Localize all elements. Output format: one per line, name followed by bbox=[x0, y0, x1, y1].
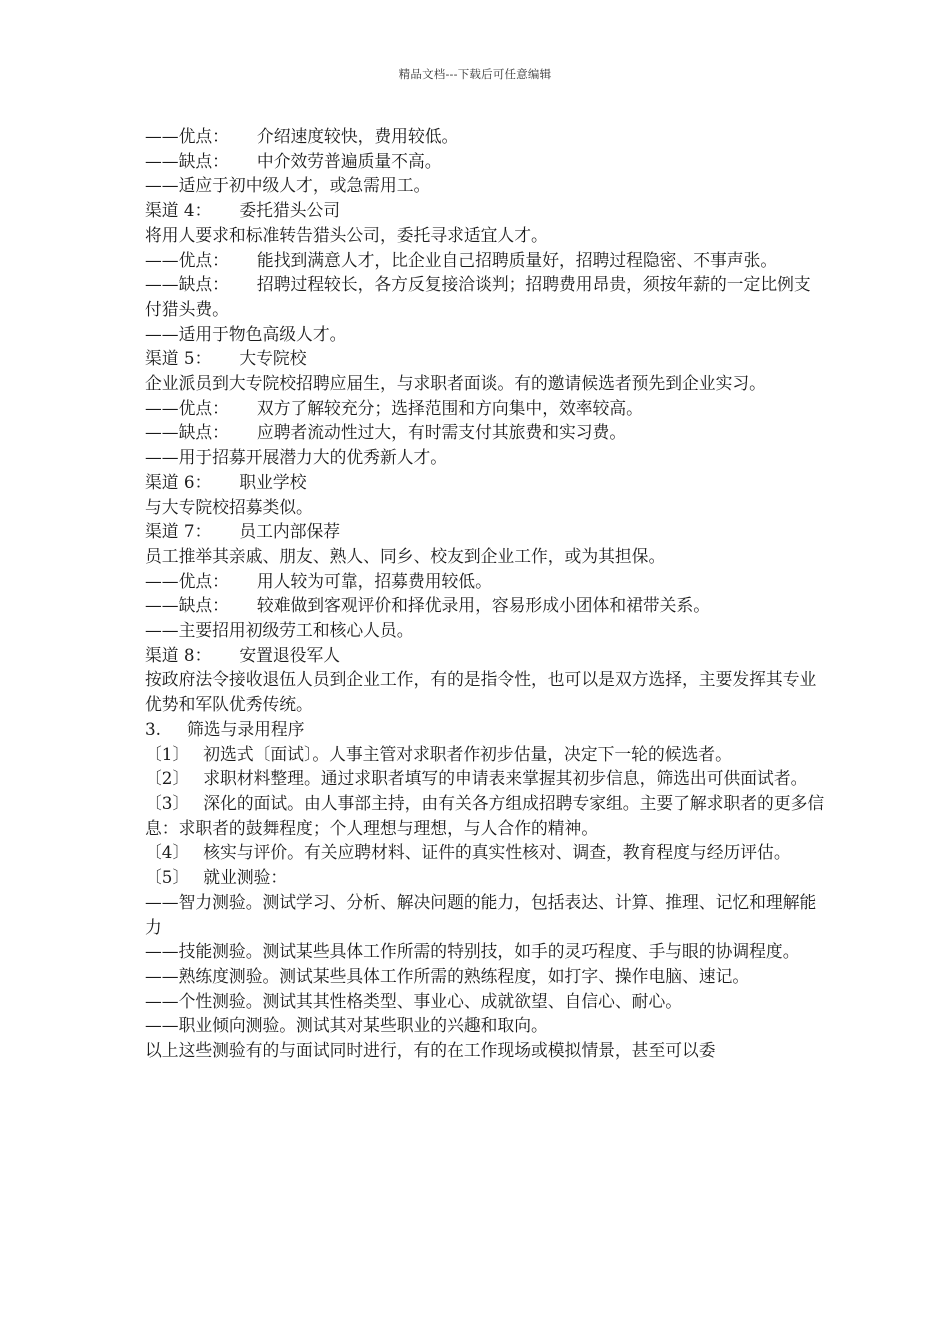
paragraph bbox=[145, 248, 825, 273]
paragraph bbox=[145, 445, 825, 470]
line-lead: 渠道 7： bbox=[145, 521, 212, 542]
line-text: 职业学校 bbox=[239, 471, 307, 492]
line-lead: ——缺点： bbox=[145, 595, 229, 616]
line-lead: ——缺点： bbox=[145, 422, 229, 443]
paragraph bbox=[145, 396, 825, 421]
line-text: ——熟练度测验。测试某些具体工作所需的熟练程度，如打字、操作电脑、速记。 bbox=[145, 965, 750, 986]
line-text: 初选式〔面试〕。人事主管对求职者作初步估量，决定下一轮的候选者。 bbox=[203, 743, 732, 764]
line-text: 大专院校 bbox=[239, 348, 307, 369]
line-text: 以上这些测验有的与面试同时进行，有的在工作现场或模拟情景，甚至可以委 bbox=[145, 1040, 716, 1061]
list-item bbox=[145, 865, 825, 890]
paragraph bbox=[145, 223, 825, 248]
line-lead: ——优点： bbox=[145, 126, 229, 146]
line-text: 双方了解较充分；选择范围和方向集中，效率较高。 bbox=[256, 397, 643, 418]
paragraph bbox=[145, 420, 825, 445]
line-lead: 3. bbox=[145, 718, 162, 739]
line-text: 能找到满意人才，比企业自己招聘质量好，招聘过程隐密、不事声张。 bbox=[256, 249, 778, 270]
line-text: 筛选与录用程序 bbox=[187, 718, 305, 739]
line-text: ——主要招用初级劳工和核心人员。 bbox=[145, 620, 414, 641]
paragraph bbox=[145, 544, 825, 569]
paragraph bbox=[145, 371, 825, 396]
line-lead: 渠道 4： bbox=[145, 200, 212, 221]
section-heading bbox=[145, 470, 825, 495]
line-lead: ——优点： bbox=[145, 570, 229, 591]
line-text: 较难做到客观评价和择优录用，容易形成小团体和裙带关系。 bbox=[256, 595, 711, 616]
line-text: ——个性测验。测试其其性格类型、事业心、成就欲望、自信心、耐心。 bbox=[145, 990, 683, 1011]
line-text: 员工内部保荐 bbox=[239, 521, 341, 542]
paragraph bbox=[145, 890, 825, 939]
line-text: 招聘过程较长，各方反复接洽谈判；招聘费用昂贵，须按年薪的一定比例支付猎头费。 bbox=[145, 274, 811, 319]
paragraph bbox=[145, 667, 825, 716]
paragraph bbox=[145, 964, 825, 989]
line-text: ——适用于物色高级人才。 bbox=[145, 323, 347, 344]
line-text: 将用人要求和标准转告猎头公司，委托寻求适宜人才。 bbox=[145, 224, 548, 245]
line-lead: 〔2〕 bbox=[145, 768, 190, 789]
line-text: 企业派员到大专院校招聘应届生，与求职者面谈。有的邀请候选者预先到企业实习。 bbox=[145, 373, 766, 394]
line-text: 员工推举其亲戚、朋友、熟人、同乡、校友到企业工作，或为其担保。 bbox=[145, 545, 666, 566]
page-header: 精品文档---下载后可任意编辑 bbox=[398, 67, 552, 81]
list-item bbox=[145, 840, 825, 865]
paragraph bbox=[145, 618, 825, 643]
line-text: 用人较为可靠，招募费用较低。 bbox=[256, 570, 492, 591]
section-heading bbox=[145, 643, 825, 668]
line-lead: ——缺点： bbox=[145, 274, 229, 295]
section-heading bbox=[145, 717, 825, 742]
line-text: 中介效劳普遍质量不高。 bbox=[256, 150, 442, 171]
line-lead: 〔4〕 bbox=[145, 842, 190, 863]
line-text: ——智力测验。测试学习、分析、解决问题的能力，包括表达、计算、推理、记忆和理解能力 bbox=[145, 891, 817, 937]
line-lead: ——优点： bbox=[145, 249, 229, 270]
line-text: 介绍速度较快，费用较低。 bbox=[256, 126, 459, 146]
line-lead: ——缺点： bbox=[145, 150, 229, 171]
section-heading bbox=[145, 519, 825, 544]
line-text: ——适应于初中级人才，或急需用工。 bbox=[145, 175, 431, 196]
section-heading bbox=[145, 346, 825, 371]
line-text: 安置退役军人 bbox=[239, 644, 341, 665]
line-lead: ——优点： bbox=[145, 397, 229, 418]
section-heading bbox=[145, 198, 825, 223]
paragraph bbox=[145, 1013, 825, 1038]
paragraph bbox=[145, 1038, 825, 1063]
list-item bbox=[145, 766, 825, 791]
paragraph bbox=[145, 593, 825, 618]
document-body bbox=[145, 124, 825, 1063]
line-text: ——技能测验。测试某些具体工作所需的特别技，如手的灵巧程度、手与眼的协调程度。 bbox=[145, 941, 800, 962]
line-lead: 渠道 6： bbox=[145, 471, 212, 492]
line-text: 按政府法令接收退伍人员到企业工作，有的是指令性，也可以是双方选择，主要发挥其专业优势和军队优秀传统。 bbox=[145, 669, 817, 715]
paragraph bbox=[145, 322, 825, 347]
paragraph bbox=[145, 939, 825, 964]
paragraph bbox=[145, 149, 825, 174]
line-lead: 渠道 8： bbox=[145, 644, 212, 665]
line-text: 与大专院校招募类似。 bbox=[145, 496, 313, 517]
list-item bbox=[145, 742, 825, 767]
line-text: 核实与评价。有关应聘材料、证件的真实性核对、调查，教育程度与经历评估。 bbox=[203, 842, 791, 863]
line-text: 委托猎头公司 bbox=[239, 200, 341, 221]
line-text: 深化的面试。由人事部主持，由有关各方组成招聘专家组。主要了解求职者的更多信息：求职者的鼓舞程度；个人理想与理想，与人合作的精神。 bbox=[145, 792, 825, 838]
paragraph bbox=[145, 272, 825, 321]
line-lead: 〔5〕 bbox=[145, 867, 190, 888]
line-text: 应聘者流动性过大，有时需支付其旅费和实习费。 bbox=[256, 422, 627, 443]
line-text: ——用于招募开展潜力大的优秀新人才。 bbox=[145, 447, 448, 468]
paragraph bbox=[145, 495, 825, 520]
line-lead: 〔3〕 bbox=[145, 792, 190, 813]
line-lead: 渠道 5： bbox=[145, 348, 212, 369]
paragraph bbox=[145, 173, 825, 198]
paragraph bbox=[145, 569, 825, 594]
line-text: 就业测验： bbox=[203, 867, 288, 888]
line-text: 求职材料整理。通过求职者填写的申请表来掌握其初步信息，筛选出可供面试者。 bbox=[203, 768, 808, 789]
list-item bbox=[145, 791, 825, 840]
paragraph bbox=[145, 124, 825, 149]
paragraph bbox=[145, 989, 825, 1014]
line-lead: 〔1〕 bbox=[145, 743, 190, 764]
line-text: ——职业倾向测验。测试其对某些职业的兴趣和取向。 bbox=[145, 1015, 548, 1036]
